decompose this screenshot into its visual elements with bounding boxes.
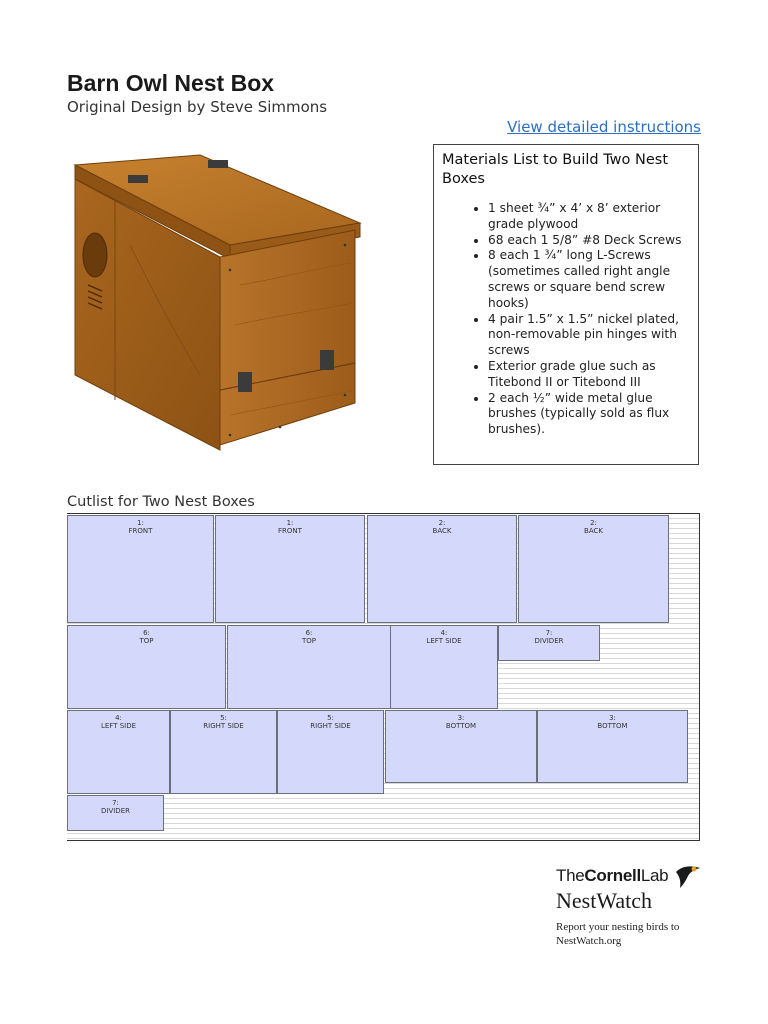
nestwatch-tagline: Report your nesting birds to NestWatch.org	[556, 921, 680, 947]
materials-list-panel	[433, 144, 699, 465]
page-title: Barn Owl Nest Box	[67, 70, 275, 96]
cut-piece-bottom: 3: BOTTOM	[385, 710, 537, 783]
cut-piece-front: 1: FRONT	[67, 515, 214, 623]
materials-item: • 4 pair 1.5” x 1.5” nickel plated, non-removable pin hinges with screws	[488, 312, 690, 359]
cut-piece-front: 1: FRONT	[215, 515, 365, 623]
cut-piece-back: 2: BACK	[518, 515, 669, 623]
cut-piece-right-side: 5: RIGHT SIDE	[277, 710, 384, 794]
page-subtitle: Original Design by Steve Simmons	[67, 98, 328, 116]
nest-box-illustration	[70, 145, 370, 455]
bird-logo-icon	[674, 864, 702, 890]
nestwatch-wordmark: NestWatch	[556, 888, 652, 913]
cut-piece-back: 2: BACK	[367, 515, 517, 623]
materials-item: • 68 each 1 5/8” #8 Deck Screws	[488, 233, 690, 249]
cut-piece-top: 6: TOP	[227, 625, 391, 709]
materials-item: • 2 each ½” wide metal glue brushes (typically sold as flux brushes).	[488, 391, 690, 438]
cutlist-title: Cutlist for Two Nest Boxes	[67, 494, 255, 510]
materials-list-title: Materials List to Build Two Nest Boxes	[442, 152, 669, 187]
materials-item: • 1 sheet ¾” x 4’ x 8’ exterior grade plywood	[488, 201, 690, 233]
materials-item: • Exterior grade glue such as Titebond II or Titebond III	[488, 359, 690, 391]
cut-piece-left-side: 4: LEFT SIDE	[390, 625, 498, 709]
cutlist-diagram	[67, 513, 700, 841]
materials-list	[442, 201, 690, 438]
cut-piece-left-side: 4: LEFT SIDE	[67, 710, 170, 794]
cornell-lab-nestwatch-logo	[556, 866, 706, 956]
detailed-instructions-link[interactable]: View detailed instructions	[507, 118, 701, 136]
cornell-lab-wordmark: TheCornellLab	[556, 866, 669, 885]
cut-piece-top: 6: TOP	[67, 625, 226, 709]
cut-piece-divider: 7: DIVIDER	[67, 795, 164, 831]
materials-item: • 8 each 1 ¾” long L-Screws (sometimes called right angle screws or square bend screw hooks)	[488, 248, 690, 311]
cut-piece-bottom: 3: BOTTOM	[537, 710, 688, 783]
cut-piece-divider: 7: DIVIDER	[498, 625, 600, 661]
cut-piece-right-side: 5: RIGHT SIDE	[170, 710, 277, 794]
